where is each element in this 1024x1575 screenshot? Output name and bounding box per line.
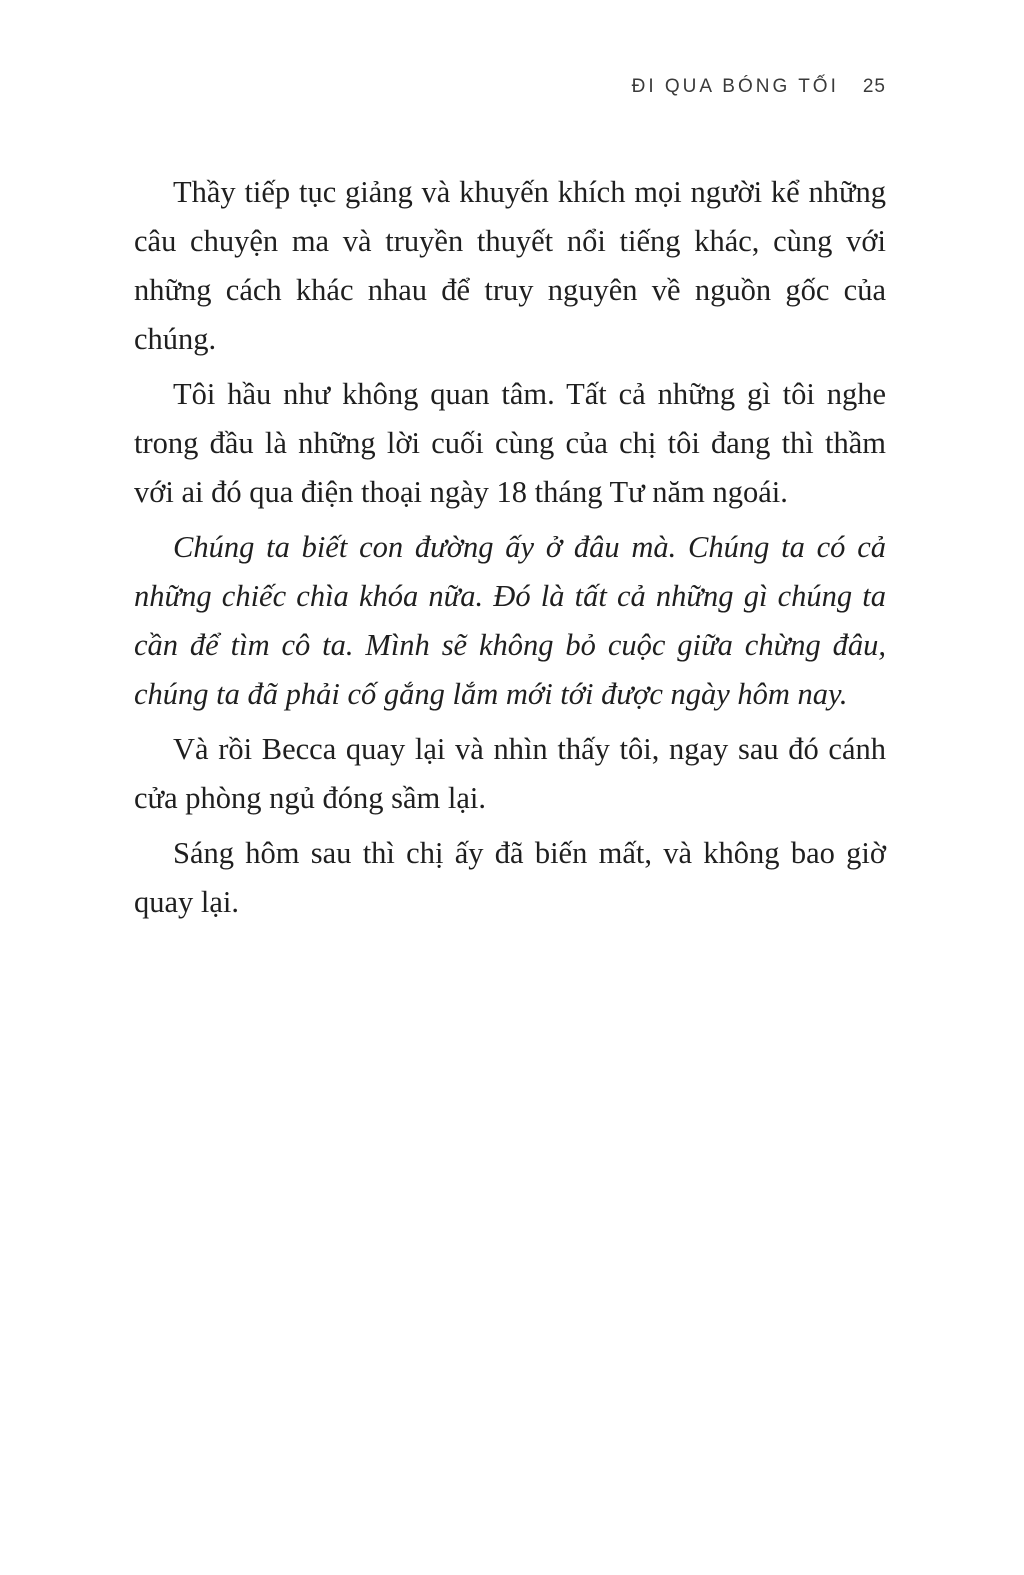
running-header [632,76,886,98]
paragraph-5: Sáng hôm sau thì chị ấy đã biến mất, và không bao giờ quay lại. [134,836,886,919]
page-number: 25 [862,76,886,97]
running-title: ĐI QUA BÓNG TỐI [631,76,839,97]
paragraph-3-italic-quote: Chúng ta biết con đường ấy ở đâu mà. Chúng ta có cả những chiếc chìa khóa nữa. Đó là tất cả những gì chúng ta cần để tìm cô ta. Mình sẽ không bỏ cuộc giữa chừng đâu, chúng ta đã phải cố gắng lắm mới tới được ngày hôm nay. [134,530,886,711]
body-text [134,168,886,933]
paragraph-1: Thầy tiếp tục giảng và khuyến khích mọi người kể những câu chuyện ma và truyền thuyết nổi tiếng khác, cùng với những cách khác nhau để truy nguyên về nguồn gốc của chúng. [134,175,886,356]
paragraph-2: Tôi hầu như không quan tâm. Tất cả những gì tôi nghe trong đầu là những lời cuối cùng của chị tôi đang thì thầm với ai đó qua điện thoại ngày 18 tháng Tư năm ngoái. [134,377,886,509]
paragraph-4: Và rồi Becca quay lại và nhìn thấy tôi, ngay sau đó cánh cửa phòng ngủ đóng sầm lại. [134,732,886,815]
